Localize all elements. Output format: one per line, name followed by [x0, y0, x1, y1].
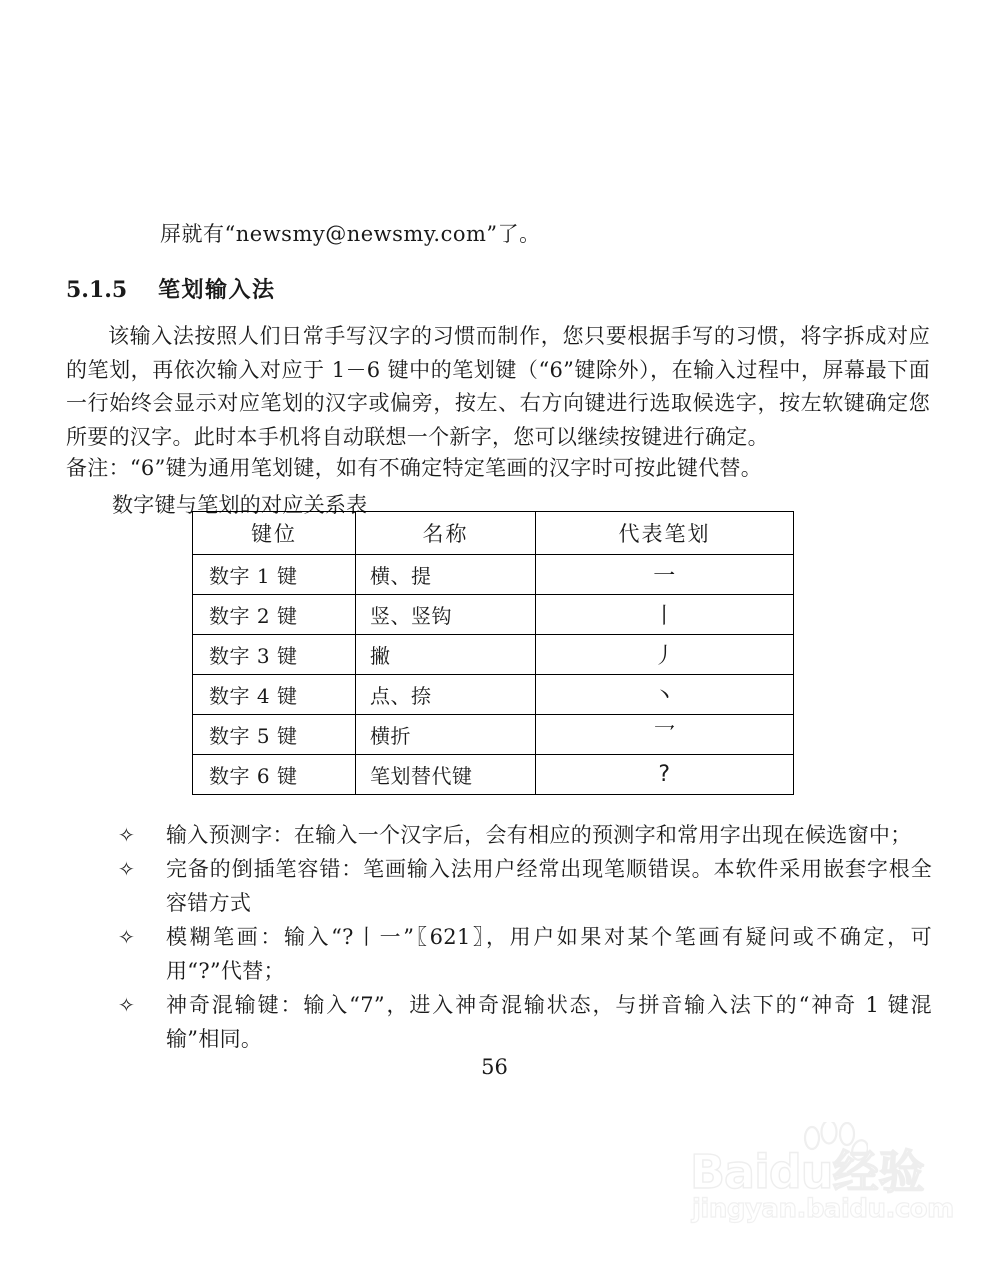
list-item-text: 神奇混输键：输入“7”，进入神奇混输状态，与拼音输入法下的“神奇 1 键混输”相同。 [166, 993, 932, 1051]
list-item [112, 852, 932, 920]
table-cell-glyph: 乛 [536, 715, 794, 755]
body-paragraph-main: 该输入法按照人们日常手写汉字的习惯而制作，您只要根据手写的习惯，将字拆成对应的笔划，再依次输入对应于 1－6 键中的笔划键（“6”键除外），在输入过程中，屏幕最下面一行始终会显示对应笔划的汉字或偏旁，按左、右方向键进行选取候选字，按左软键确定您所要的汉字。此时本手机将自动联想一个新字，您可以继续按键进行确定。 [66, 324, 930, 449]
table-row [193, 595, 794, 635]
table-cell-name: 横、提 [356, 555, 536, 595]
table-cell-key: 数字 1 键 [193, 555, 356, 595]
section-heading [66, 275, 276, 305]
table-cell-glyph: 丿 [536, 635, 794, 675]
list-item-text: 输入预测字：在输入一个汉字后，会有相应的预测字和常用字出现在候选窗中； [166, 823, 912, 847]
diamond-bullet-icon: ✧ [118, 823, 136, 847]
table-header-row [193, 512, 794, 555]
table-cell-key: 数字 2 键 [193, 595, 356, 635]
table-row [193, 755, 794, 795]
table-cell-name: 横折 [356, 715, 536, 755]
diamond-bullet-icon: ✧ [118, 993, 136, 1017]
table-row [193, 715, 794, 755]
stroke-key-table [192, 511, 794, 795]
table-cell-glyph: 丶 [536, 675, 794, 715]
table-header-name: 名称 [356, 512, 536, 555]
table-cell-name: 点、捺 [356, 675, 536, 715]
table-cell-key: 数字 6 键 [193, 755, 356, 795]
watermark-brand-cn: 经验 [832, 1145, 925, 1199]
section-title: 笔划输入法 [158, 277, 276, 303]
baidu-jingyan-watermark [690, 1128, 970, 1238]
table-cell-name: 撇 [356, 635, 536, 675]
table-cell-glyph: 一 [536, 555, 794, 595]
page-number: 56 [481, 1055, 508, 1079]
table-cell-key: 数字 5 键 [193, 715, 356, 755]
section-number: 5.1.5 [66, 277, 128, 303]
list-item-text: 模糊笔画：输入“?丨一”〖621〗，用户如果对某个笔画有疑问或不确定，可用“?”代替； [166, 925, 932, 983]
table-cell-glyph: 丨 [536, 595, 794, 635]
list-item-text: 完备的倒插笔容错：笔画输入法用户经常出现笔顺错误。本软件采用嵌套字根全容错方式 [166, 857, 932, 915]
table-caption: 数字键与笔划的对应关系表 [112, 493, 368, 517]
watermark-brand-latin: Bai [690, 1145, 769, 1199]
table-cell-name: 笔划替代键 [356, 755, 536, 795]
list-item [112, 988, 932, 1056]
list-item [112, 920, 932, 988]
note-paragraph: 备注：“6”键为通用笔划键，如有不确定特定笔画的汉字时可按此键代替。 [66, 456, 763, 480]
table-header-glyph: 代表笔划 [536, 512, 794, 555]
table-row [193, 555, 794, 595]
intro-line: 屏就有“newsmy@newsmy.com”了。 [160, 222, 541, 246]
table-header-key: 键位 [193, 512, 356, 555]
list-item [112, 818, 932, 852]
table-row [193, 635, 794, 675]
feature-list [112, 818, 932, 1056]
diamond-bullet-icon: ✧ [118, 857, 136, 881]
table-row [193, 675, 794, 715]
watermark-logo-text [690, 1136, 925, 1202]
watermark-brand-latin2: du [768, 1145, 833, 1199]
table-cell-key: 数字 3 键 [193, 635, 356, 675]
table-cell-glyph: ? [536, 755, 794, 795]
table-cell-name: 竖、竖钩 [356, 595, 536, 635]
table-cell-key: 数字 4 键 [193, 675, 356, 715]
diamond-bullet-icon: ✧ [118, 925, 136, 949]
baidu-paw-icon [798, 1122, 868, 1166]
watermark-url: jingyan.baidu.com [692, 1194, 954, 1224]
